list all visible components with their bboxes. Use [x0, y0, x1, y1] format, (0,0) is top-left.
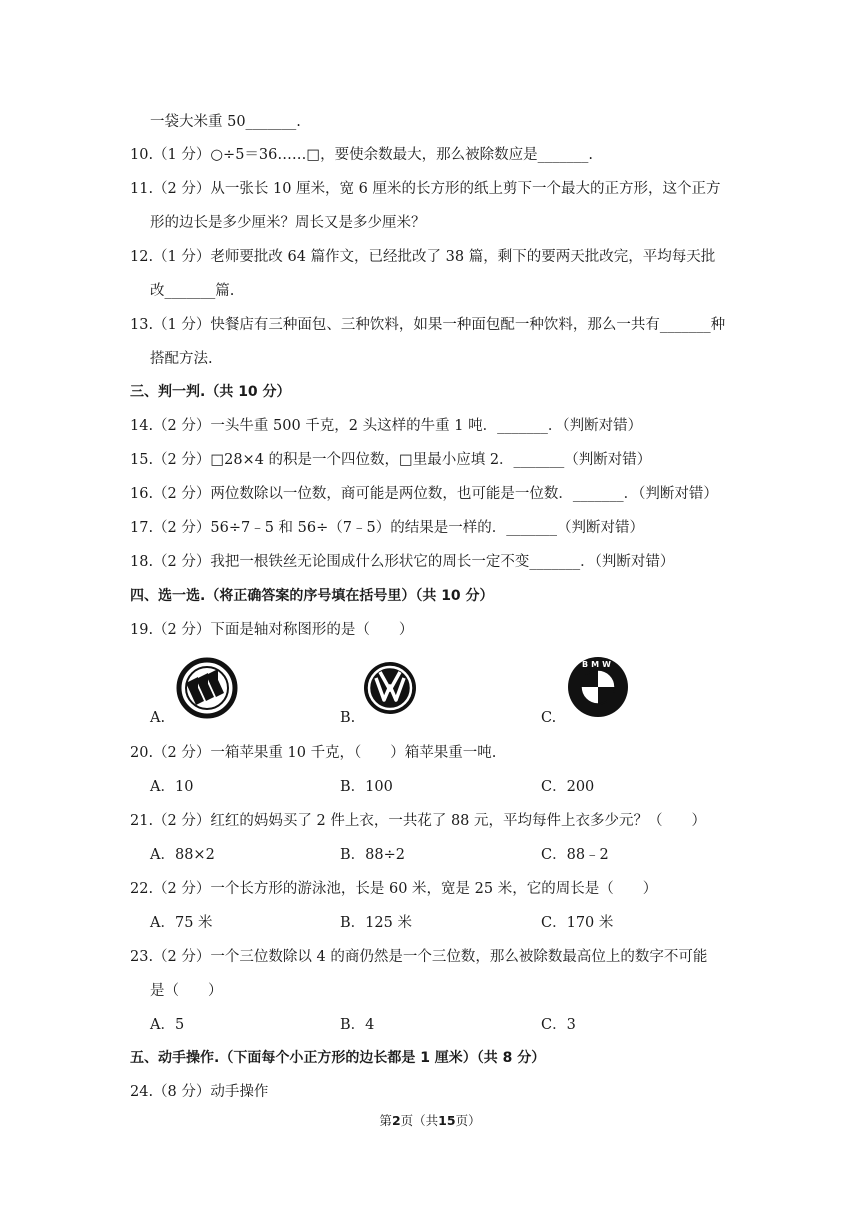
question-13: 13.（1 分）快餐店有三种面包、三种饮料，如果一种面包配一种饮料，那么一共有_______种 [130, 317, 726, 333]
question-23: 23.（2 分）一个三位数除以 4 的商仍然是一个三位数，那么被除数最高位上的数字不可能 [130, 949, 708, 965]
q20-option-a: A．10 [150, 779, 194, 795]
q23-option-c: C．3 [541, 1017, 576, 1033]
question-19: 19.（2 分）下面是轴对称图形的是（ ） [130, 622, 414, 638]
question-14: 14.（2 分）一头牛重 500 千克，2 头这样的牛重 1 吨．_______．（判断对错） [130, 418, 643, 434]
bmw-logo-icon [566, 655, 630, 723]
footer-prefix: 第 [379, 1113, 392, 1128]
q19-option-a-label: A. [150, 710, 166, 726]
bmw-logo-text: BMW [582, 660, 614, 669]
question-10: 10.（1 分）○÷5＝36……□，要使余数最大，那么被除数应是_______. [130, 147, 593, 163]
q19-option-c-label: C. [541, 710, 557, 726]
q21-option-b: B．88÷2 [340, 847, 405, 863]
question-12: 12.（1 分）老师要批改 64 篇作文，已经批改了 38 篇，剩下的要两天批改完，平均每天批 [130, 249, 716, 265]
section-3-heading: 三、判一判.（共 10 分） [130, 384, 291, 400]
q20-option-b: B．100 [340, 779, 393, 795]
q23-option-a: A．5 [150, 1017, 185, 1033]
q22-option-c: C．170 米 [541, 915, 614, 931]
question-12-continuation: 改_______篇. [150, 283, 235, 299]
question-13-continuation: 搭配方法. [150, 351, 213, 367]
question-16: 16.（2 分）两位数除以一位数，商可能是两位数，也可能是一位数．_______．（判断对错） [130, 486, 718, 502]
q19-option-b-label: B. [340, 710, 356, 726]
question-20: 20.（2 分）一箱苹果重 10 千克，（ ）箱苹果重一吨. [130, 745, 497, 761]
question-22: 22.（2 分）一个长方形的游泳池，长是 60 米，宽是 25 米，它的周长是（ ） [130, 881, 658, 897]
footer-suffix: 页） [455, 1113, 481, 1128]
question-11-continuation: 形的边长是多少厘米？周长又是多少厘米？ [150, 215, 426, 231]
footer-total-pages: 15 [438, 1113, 456, 1128]
question-21: 21.（2 分）红红的妈妈买了 2 件上衣，一共花了 88 元，平均每件上衣多少元？（ ） [130, 813, 707, 829]
q21-option-c: C．88﹣2 [541, 847, 609, 863]
question-11: 11.（2 分）从一张长 10 厘米，宽 6 厘米的长方形的纸上剪下一个最大的正方形，这个正方 [130, 181, 721, 197]
question-17: 17.（2 分）56÷7﹣5 和 56÷（7﹣5）的结果是一样的．_______（判断对错） [130, 520, 644, 536]
q20-option-c: C．200 [541, 779, 595, 795]
volkswagen-logo-icon [362, 660, 418, 720]
q23-option-b: B．4 [340, 1017, 375, 1033]
question-23-continuation: 是（ ） [150, 983, 223, 999]
footer-middle: 页（共 [400, 1113, 439, 1128]
buick-logo-icon [176, 657, 238, 723]
question-15: 15.（2 分）□28×4 的积是一个四位数，□里最小应填 2．_______（判断对错） [130, 452, 652, 468]
footer-page-number: 2 [391, 1113, 401, 1128]
section-4-heading: 四、选一选.（将正确答案的序号填在括号里）（共 10 分） [130, 588, 494, 604]
page-footer [0, 1112, 860, 1130]
q21-option-a: A．88×2 [150, 847, 215, 863]
q22-option-a: A．75 米 [150, 915, 213, 931]
question-18: 18.（2 分）我把一根铁丝无论围成什么形状它的周长一定不变_______．（判断对错） [130, 554, 675, 570]
q22-option-b: B．125 米 [340, 915, 412, 931]
q9-continuation: 一袋大米重 50_______. [150, 114, 301, 130]
section-5-heading: 五、动手操作.（下面每个小正方形的边长都是 1 厘米）（共 8 分） [130, 1050, 546, 1066]
question-24: 24.（8 分）动手操作 [130, 1084, 269, 1100]
